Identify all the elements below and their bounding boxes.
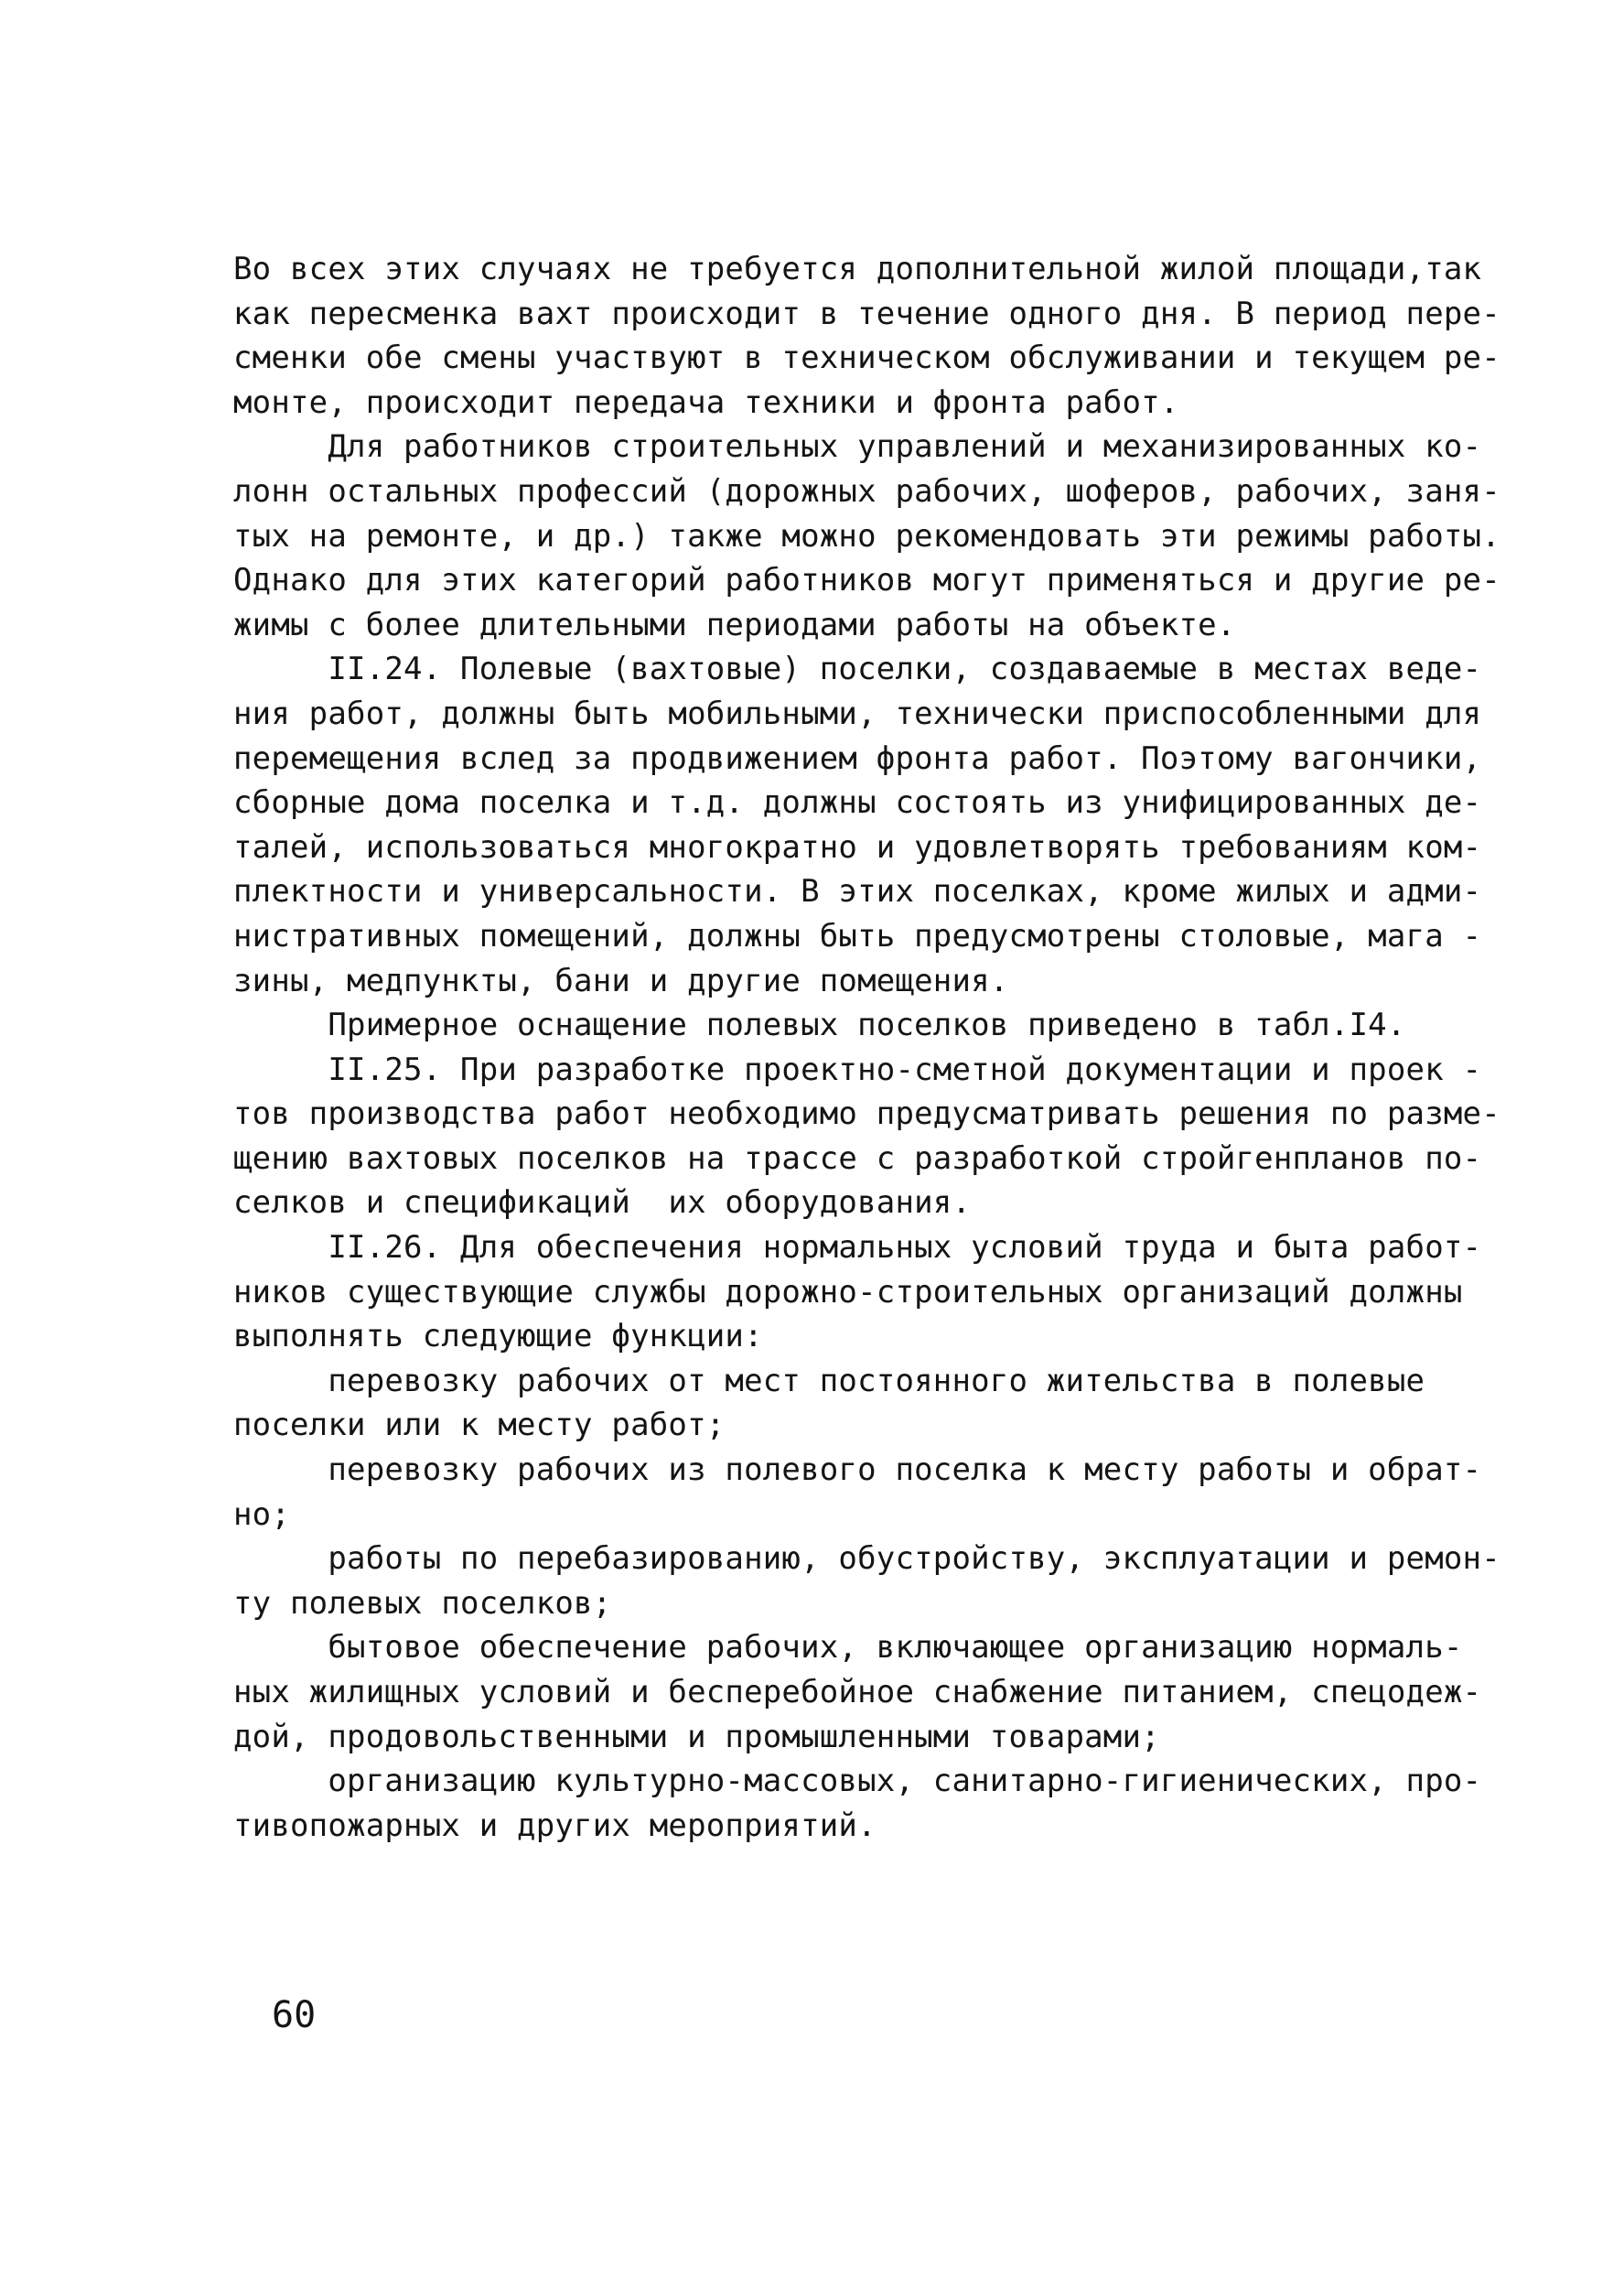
- text-line: выполнять следующие функции:: [233, 1318, 763, 1355]
- text-line: плектности и универсальности. В этих поселках, кроме жилых и адми-: [233, 873, 1482, 911]
- text-line: ных жилищных условий и бесперебойное снабжение питанием, спецодеж-: [233, 1674, 1482, 1710]
- text-line: перевозку рабочих от мест постоянного жительства в полевые: [233, 1362, 1425, 1399]
- text-line: бытовое обеспечение рабочих, включающее организацию нормаль-: [233, 1629, 1463, 1667]
- text-line: тивопожарных и других мероприятий.: [233, 1807, 877, 1844]
- text-line: талей, использоваться многократно и удовлетворять требованиям ком-: [233, 828, 1482, 866]
- text-line: нистративных помещений, должны быть предусмотрены столовые, мага -: [233, 917, 1482, 955]
- text-line: селков и спецификаций их оборудования.: [233, 1184, 972, 1222]
- body-text: [233, 247, 1500, 1848]
- text-line: тых на ремонте, и др.) также можно рекомендовать эти режимы работы.: [233, 517, 1500, 555]
- text-line: сменки обе смены участвуют в техническом обслуживании и текущем ре-: [233, 340, 1500, 377]
- text-line: дой, продовольственными и промышленными товарами;: [233, 1718, 1160, 1755]
- text-line: II.24. Полевые (вахтовые) поселки, создаваемые в местах веде-: [233, 651, 1482, 688]
- text-line: как пересменка вахт происходит в течение одного дня. В период пере-: [233, 295, 1500, 332]
- text-line: поселки или к месту работ;: [233, 1407, 726, 1444]
- text-line: Однако для этих категорий работников могут применяться и другие ре-: [233, 562, 1500, 599]
- text-line: перевозку рабочих из полевого поселка к месту работы и обрат-: [233, 1451, 1482, 1489]
- text-line: тов производства работ необходимо предусматривать решения по разме-: [233, 1095, 1500, 1133]
- page-number: 60: [272, 1994, 317, 2036]
- text-line: Примерное оснащение полевых поселков приведено в табл.I4.: [233, 1007, 1406, 1044]
- text-line: ния работ, должны быть мобильными, технически приспособленными для: [233, 695, 1482, 732]
- text-line: лонн остальных профессий (дорожных рабочих, шоферов, рабочих, заня-: [233, 472, 1500, 510]
- text-line: II.26. Для обеспечения нормальных условий труда и быта работ-: [233, 1229, 1482, 1267]
- text-line: щению вахтовых поселков на трассе с разработкой стройгенпланов по-: [233, 1139, 1482, 1177]
- text-line: II.25. При разработке проектно-сметной документации и проек -: [233, 1051, 1482, 1088]
- text-line: сборные дома поселка и т.д. должны состоять из унифицированных де-: [233, 784, 1482, 822]
- text-line: Во всех этих случаях не требуется дополнительной жилой площади,так: [233, 251, 1482, 287]
- text-line: монте, происходит передача техники и фронта работ.: [233, 383, 1179, 421]
- text-line: но;: [233, 1495, 291, 1533]
- text-line: работы по перебазированию, обустройству, эксплуатации и ремон-: [233, 1540, 1500, 1578]
- text-line: ников существующие службы дорожно-строительных организаций должны: [233, 1273, 1463, 1311]
- text-line: жимы с более длительными периодами работы на объекте.: [233, 606, 1236, 643]
- text-line: Для работников строительных управлений и механизированных ко-: [233, 428, 1482, 466]
- text-line: зины, медпункты, бани и другие помещения.: [233, 962, 1009, 999]
- text-line: организацию культурно-массовых, санитарно-гигиенических, про-: [233, 1763, 1482, 1800]
- text-line: ту полевых поселков;: [233, 1584, 612, 1622]
- text-line: перемещения вслед за продвижением фронта работ. Поэтому вагончики,: [233, 739, 1482, 777]
